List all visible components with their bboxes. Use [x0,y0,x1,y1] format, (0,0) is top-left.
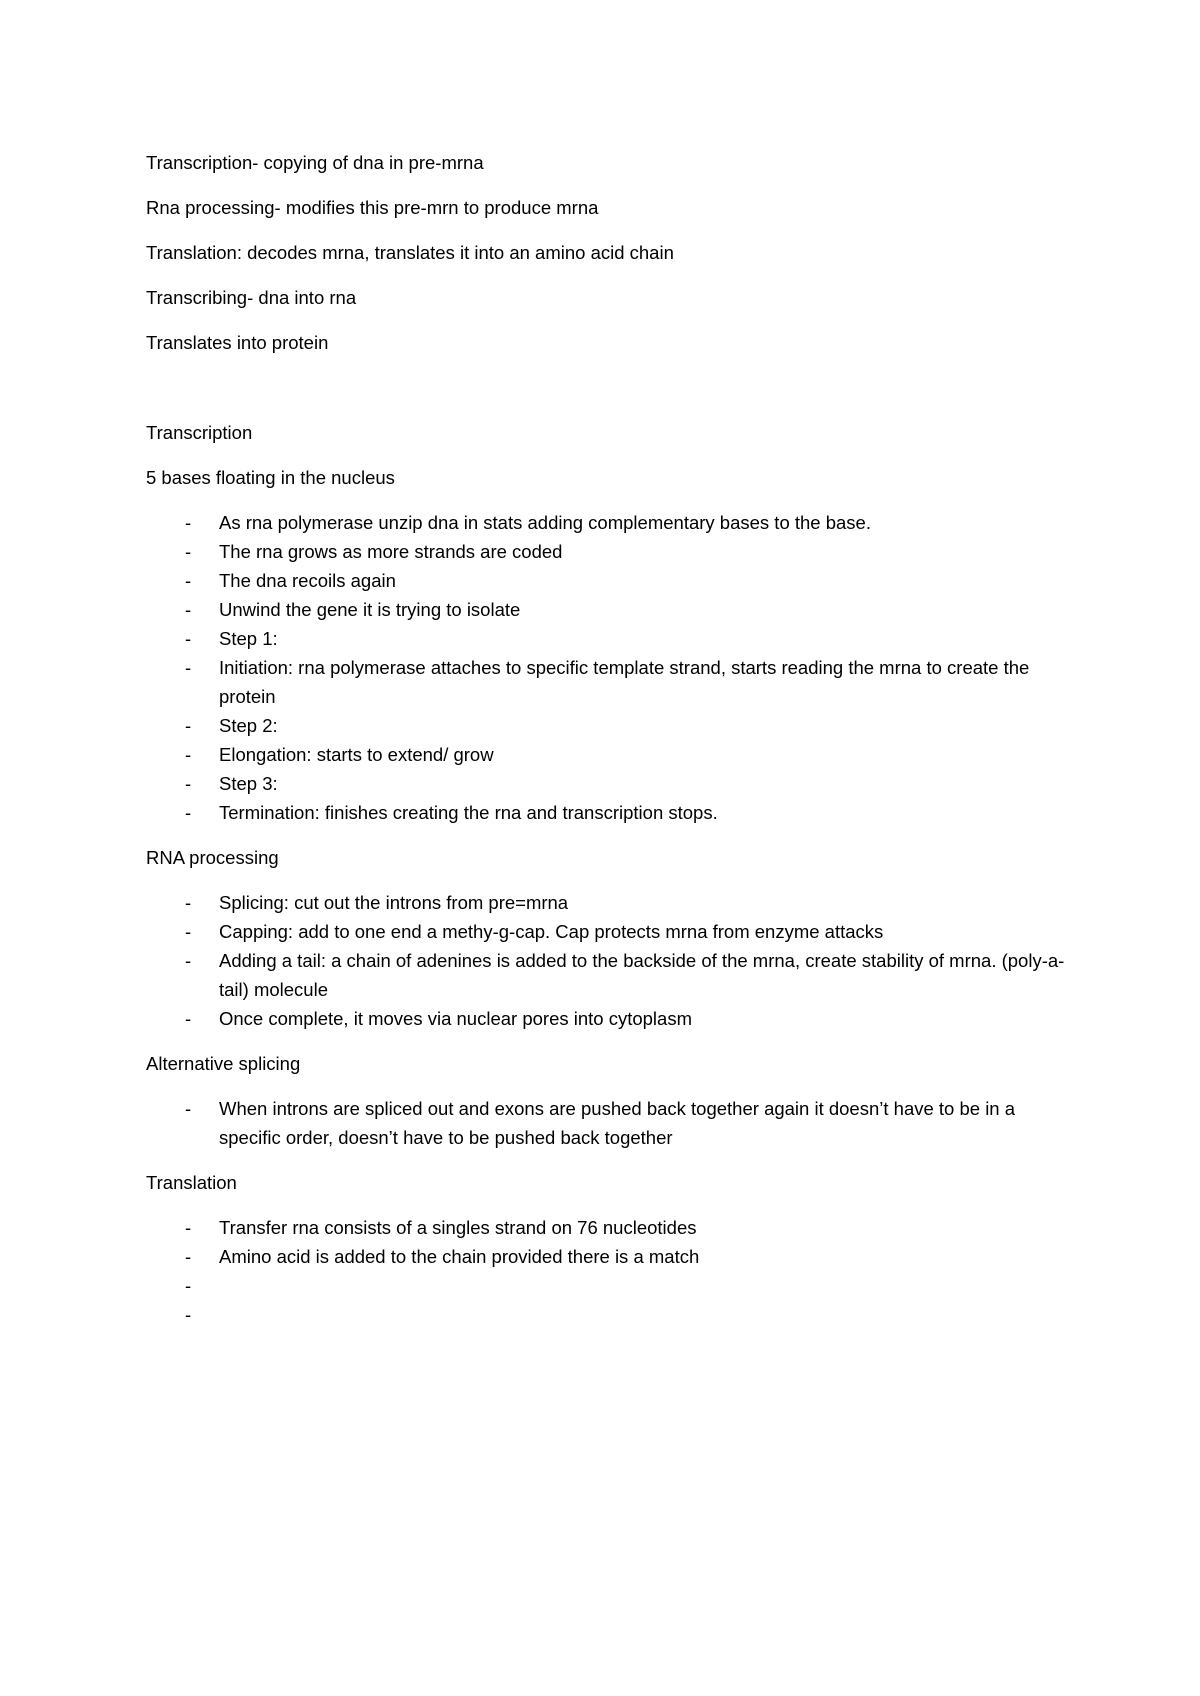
dash-bullet: - [185,744,192,765]
list-item [146,537,1076,566]
list-item-text: Unwind the gene it is trying to isolate [219,599,521,620]
list-item [146,798,1076,827]
dash-bullet: - [185,1275,192,1296]
list-item [146,566,1076,595]
list-item-text: Adding a tail: a chain of adenines is added to the backside of the mrna, create stability of mrna. (poly-a-tail) molecule [219,950,1065,1000]
list-item [146,917,1076,946]
list-item [146,946,1076,1004]
list-item-text: The dna recoils again [219,570,396,591]
list-item-text: Elongation: starts to extend/ grow [219,744,494,765]
list-item-text: Amino acid is added to the chain provided there is a match [219,1246,700,1267]
intro-line: Transcription- copying of dna in pre-mrna [146,152,484,173]
document-body [146,148,1076,1345]
section-subheading: 5 bases floating in the nucleus [146,467,395,488]
section-heading: RNA processing [146,847,279,868]
dash-bullet: - [185,892,192,913]
dash-bullet: - [185,657,192,678]
list-item-text: The rna grows as more strands are coded [219,541,563,562]
empty-list-item [146,1271,1076,1300]
dash-bullet: - [185,599,192,620]
list-item-text: Initiation: rna polymerase attaches to specific template strand, starts reading the mrna to create the protein [219,657,1030,707]
dash-bullet: - [185,715,192,736]
dash-bullet: - [185,628,192,649]
dash-bullet: - [185,1217,192,1238]
bullet-list [146,1213,1076,1329]
dash-bullet: - [185,921,192,942]
list-item-text: Step 2: [219,715,278,736]
dash-bullet: - [185,1008,192,1029]
list-item [146,653,1076,711]
bullet-list [146,1094,1076,1152]
dash-bullet: - [185,802,192,823]
list-item [146,595,1076,624]
empty-list-item [146,1300,1076,1329]
dash-bullet: - [185,950,192,971]
blank-line [146,373,1076,418]
bullet-list [146,508,1076,827]
list-item-text: Step 3: [219,773,278,794]
list-item [146,624,1076,653]
list-item-text: Capping: add to one end a methy-g-cap. Cap protects mrna from enzyme attacks [219,921,884,942]
bullet-list [146,888,1076,1033]
list-item-text: Termination: finishes creating the rna and transcription stops. [219,802,718,823]
dash-bullet: - [185,512,192,533]
list-item [146,888,1076,917]
list-item-text: When introns are spliced out and exons are pushed back together again it doesn’t have to be in a specific order, doesn’t have to be pushed back together [219,1098,1016,1148]
dash-bullet: - [185,570,192,591]
list-item-text: Transfer rna consists of a singles strand on 76 nucleotides [219,1217,697,1238]
intro-line: Translation: decodes mrna, translates it into an amino acid chain [146,242,674,263]
list-item-text: As rna polymerase unzip dna in stats adding complementary bases to the base. [219,512,871,533]
list-item [146,508,1076,537]
section-heading: Transcription [146,422,253,443]
dash-bullet: - [185,1098,192,1119]
dash-bullet: - [185,541,192,562]
list-item [146,1094,1076,1152]
list-item [146,1004,1076,1033]
list-item-text: Splicing: cut out the introns from pre=mrna [219,892,569,913]
intro-line: Transcribing- dna into rna [146,287,357,308]
dash-bullet: - [185,1304,192,1325]
list-item-text: Step 1: [219,628,278,649]
list-item [146,1242,1076,1271]
section-heading: Translation [146,1172,237,1193]
dash-bullet: - [185,1246,192,1267]
list-item [146,711,1076,740]
section-heading: Alternative splicing [146,1053,301,1074]
list-item [146,1213,1076,1242]
list-item-text: Once complete, it moves via nuclear pores into cytoplasm [219,1008,692,1029]
intro-line: Rna processing- modifies this pre-mrn to produce mrna [146,197,599,218]
dash-bullet: - [185,773,192,794]
intro-line: Translates into protein [146,332,329,353]
list-item [146,769,1076,798]
list-item [146,740,1076,769]
